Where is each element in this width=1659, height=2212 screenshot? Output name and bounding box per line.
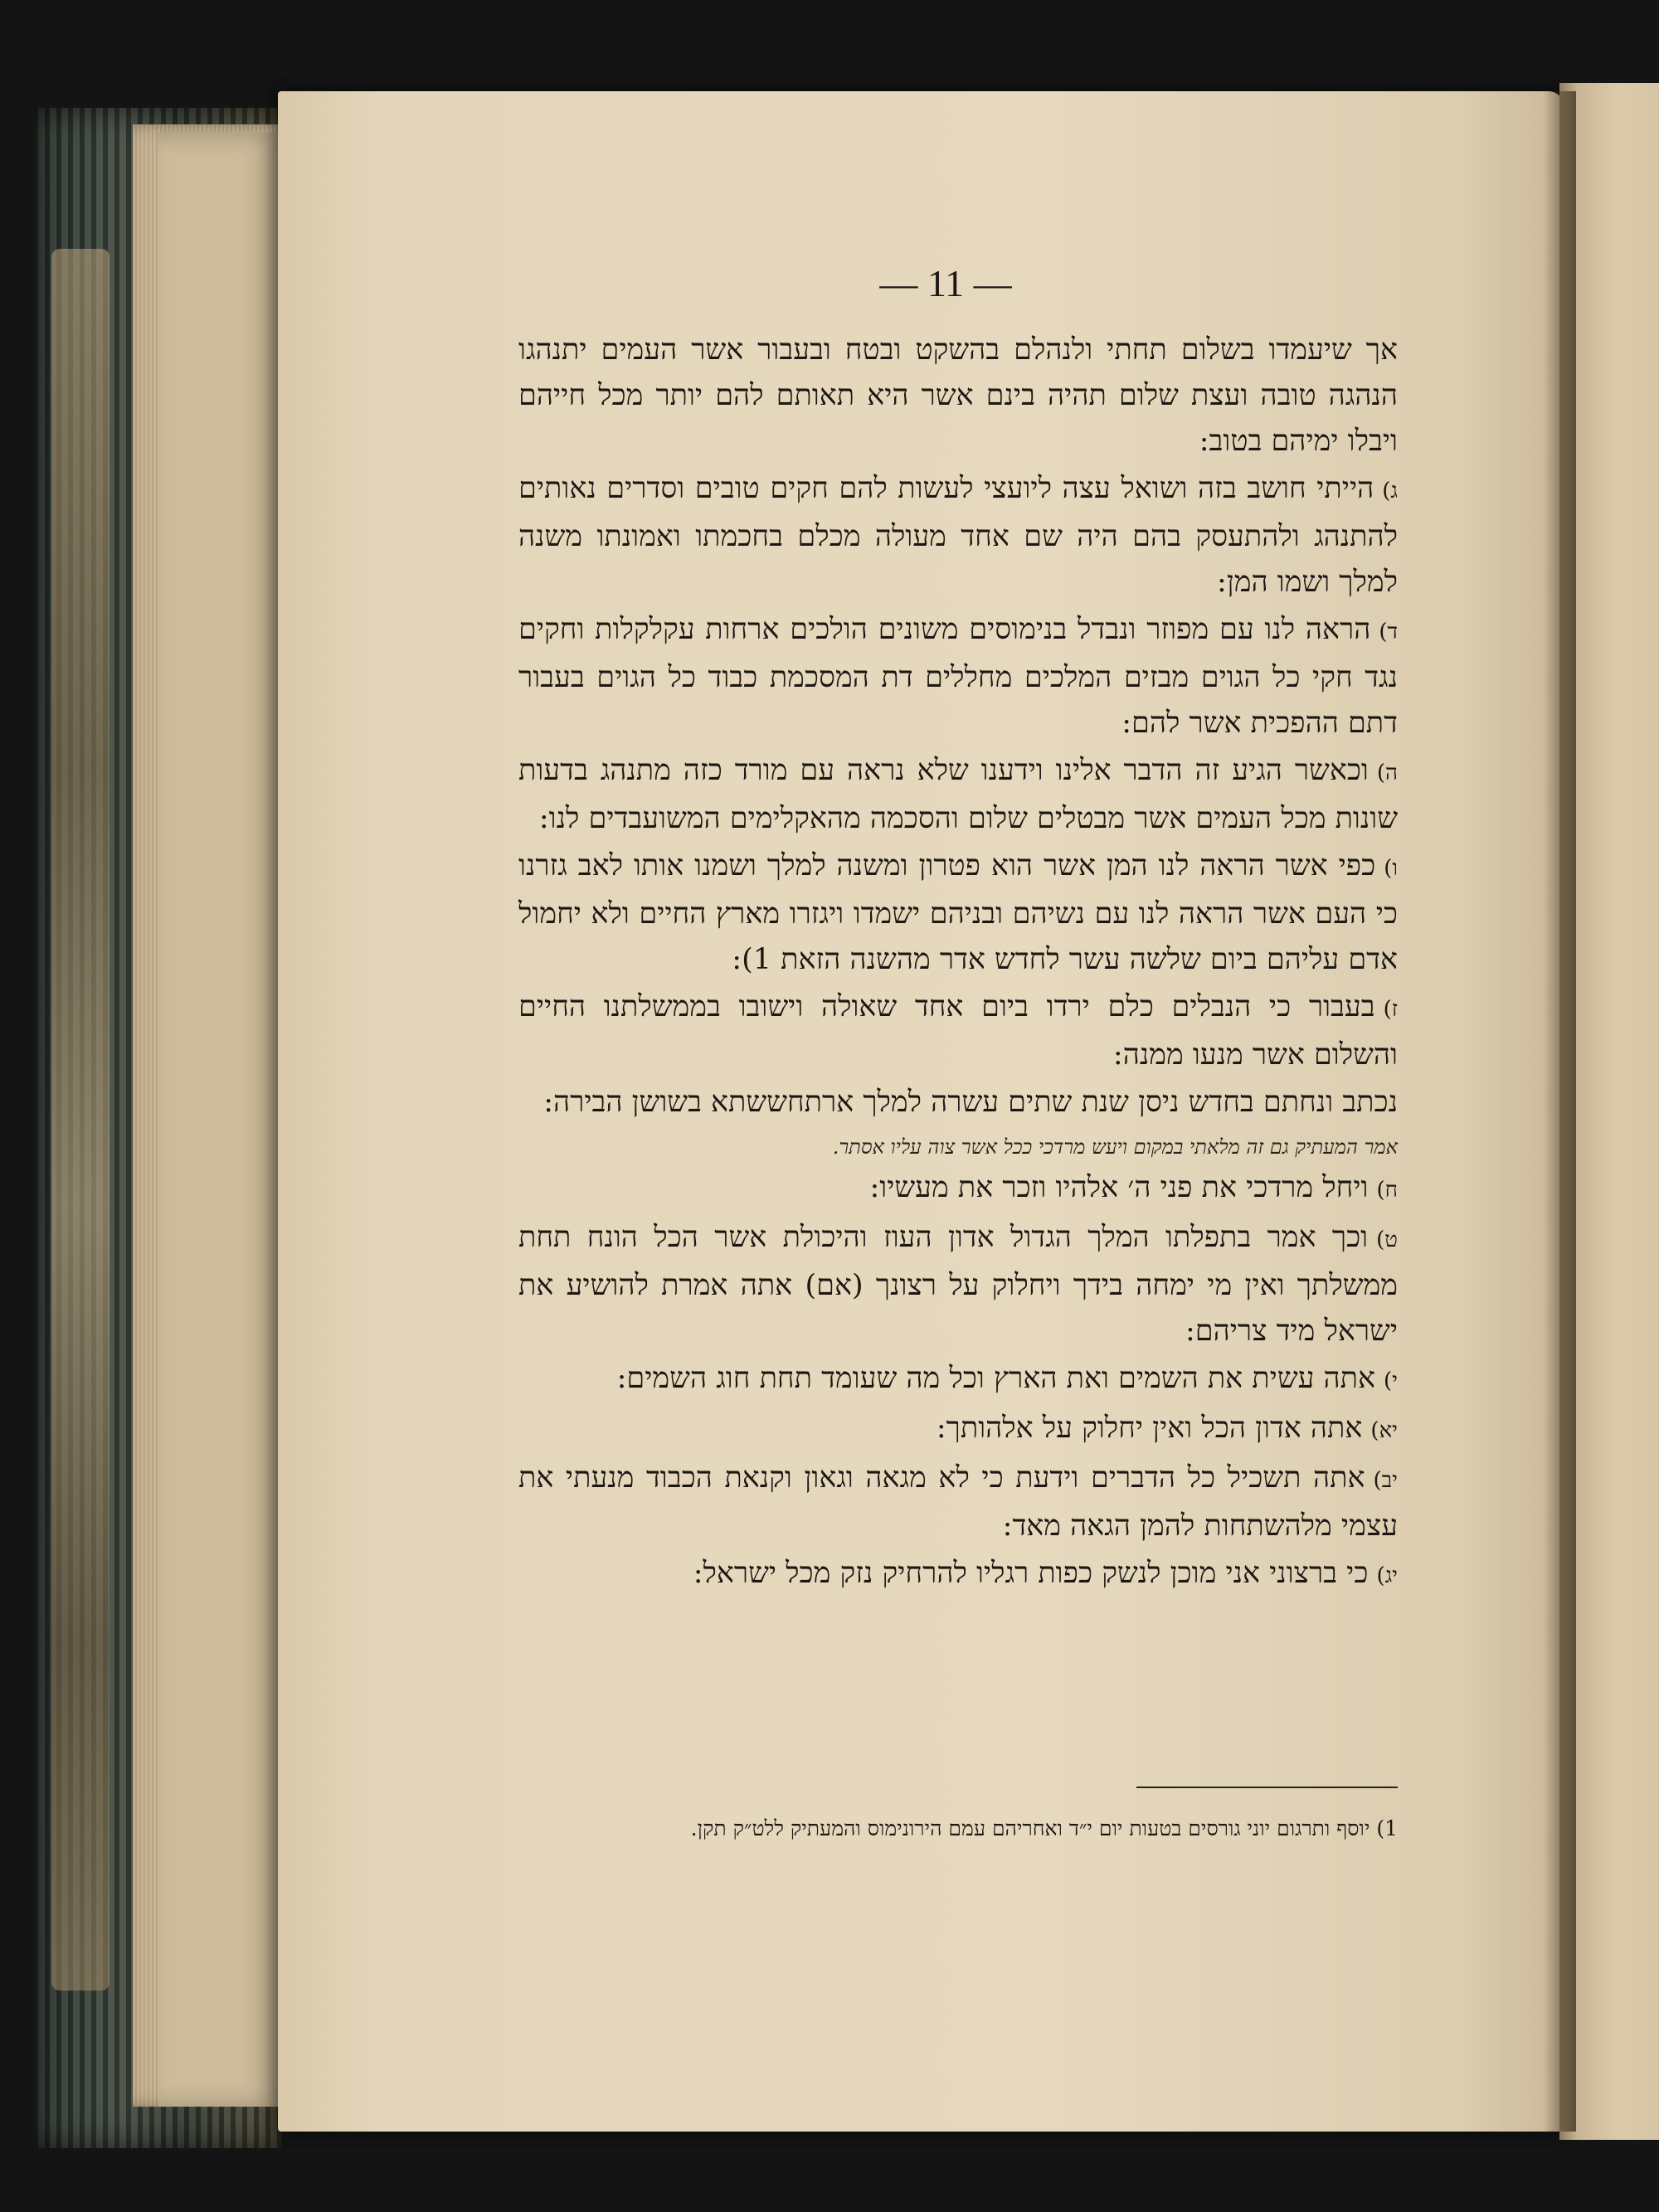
verse-marker: ג) [1382,479,1398,503]
paragraph-text: כפי אשר הראה לנו המן אשר הוא פטרון ומשנה למלך ושמנו אותו לאב גזרנו כי העם אשר הראה לנו עם נשיהם ובניהם ישמדו ויגזרו מארץ החיים ולא יחמול אדם עליהם ביום שלשה עשר לחדש אדר מהשנה הזאת 1): [518,849,1398,976]
paragraph-1 [518,328,1398,464]
paragraph-8 [518,1165,1398,1213]
paragraph-text: אתה אדון הכל ואין יחלוק על אלהותך: [936,1412,1363,1445]
paragraph-7 [518,984,1398,1078]
paragraph-text: הראה לנו עם מפוזר ונבדל בנימוסים משונים הולכים ארחות עקלקלות וחקים נגד חקי כל הגוים מבזים המלכים מחללים דת המסכמת כבוד כל הגוים בעבור דתם ההפכית אשר להם: [518,613,1398,740]
previous-page [158,133,282,2107]
paragraph-3 [518,466,1398,605]
page-number: — 11 — [879,262,1012,304]
paragraph-5 [518,748,1398,842]
paragraph-9 [518,1215,1398,1354]
paragraph-12 [518,1456,1398,1549]
verse-marker: יא) [1370,1418,1398,1443]
closing-paragraph [518,1080,1398,1125]
verse-marker: ח) [1376,1178,1398,1203]
footnote-divider [1136,1787,1398,1788]
paragraph-text: אתה עשית את השמים ואת הארץ וכל מה שעומד תחת חוג השמים: [616,1362,1376,1395]
verse-marker: יג) [1376,1563,1398,1588]
paragraph-text: אתה תשכיל כל הדברים וידעת כי לא מגאה וגאון וקנאת הכבוד מנעתי את עצמי מלהשתחות להמן הגאה מאד: [518,1461,1398,1543]
paragraph-10 [518,1356,1398,1404]
paragraph-6 [518,843,1398,983]
verse-marker: יב) [1373,1468,1398,1493]
paragraph-4 [518,607,1398,746]
worn-spine [51,249,109,1991]
paragraph-text: וכאשר הגיע זה הדבר אלינו וידענו שלא נראה עם מורד כזה מתנהג בדעות שונות מכל העמים אשר מבטלים שלום והסכמה מהאקלימים המשועבדים לנו: [518,754,1398,835]
verse-marker: ט) [1376,1228,1398,1252]
verse-marker: ו) [1384,856,1398,881]
verse-marker: ז) [1383,997,1398,1022]
verse-marker: י) [1384,1369,1398,1393]
paragraph-13 [518,1551,1398,1599]
paragraph-text: כי ברצוני אני מוכן לנשק כפות רגליו להרחיק נזק מכל ישראל: [693,1557,1369,1590]
page-gutter-shadow [1543,91,1576,2132]
verse-marker: ד) [1379,620,1398,644]
paragraph-text: הייתי חושב בזה ושואל עצה ליועצי לעשות להם חקים טובים וסדרים נאותים להתנהג ולהתעסק בהם היה שם אחד מעולה מכלם בחכמתו ואמונתו משנה למלך ושמו המן: [518,472,1398,599]
verse-marker: ה) [1376,761,1398,785]
paragraph-text: וכך אמר בתפלתו המלך הגדול אדון העוז והיכולת אשר הכל הונח תחת ממשלתך ואין מי ימחה בידך ויחלוק על רצונך (אם) אתה אמרת להושיע את ישראל מיד צריהם: [518,1221,1398,1348]
page-text [518,328,1398,1601]
paragraph-text: נכתב ונחתם בחדש ניסן שנת שתים עשרה למלך ארתחששתא בשושן הבירה: [543,1086,1398,1119]
paragraph-text: אך שיעמדו בשלום תחתי ולנהלם בהשקט ובטח ובעבור אשר העמים יתנהגו הנהגה טובה ועצת שלום תהיה בינם אשר היא תאותם להם יותר מכל חייהם ויבלו ימיהם בטוב: [518,333,1398,458]
translator-note: אמר המעתיק גם זה מלאתי במקום ויעש מרדכי ככל אשר צוה עליו אסתר. [832,1135,1398,1159]
footnote: 1) יוסף ותרגום יוני גורסים בטעות יום י״ד ואחריהם עמם הירונימוס והמעתיק ללט״ק תקן. [690,1816,1398,1840]
paragraph-text: ויחל מרדכי את פני ה׳ אלהיו וזכר את מעשיו: [869,1171,1369,1204]
paragraph-text: בעבור כי הנבלים כלם ירדו ביום אחד שאולה וישובו בממשלתנו החיים והשלום אשר מנעו ממנה: [518,990,1398,1072]
paragraph-11 [518,1406,1398,1454]
